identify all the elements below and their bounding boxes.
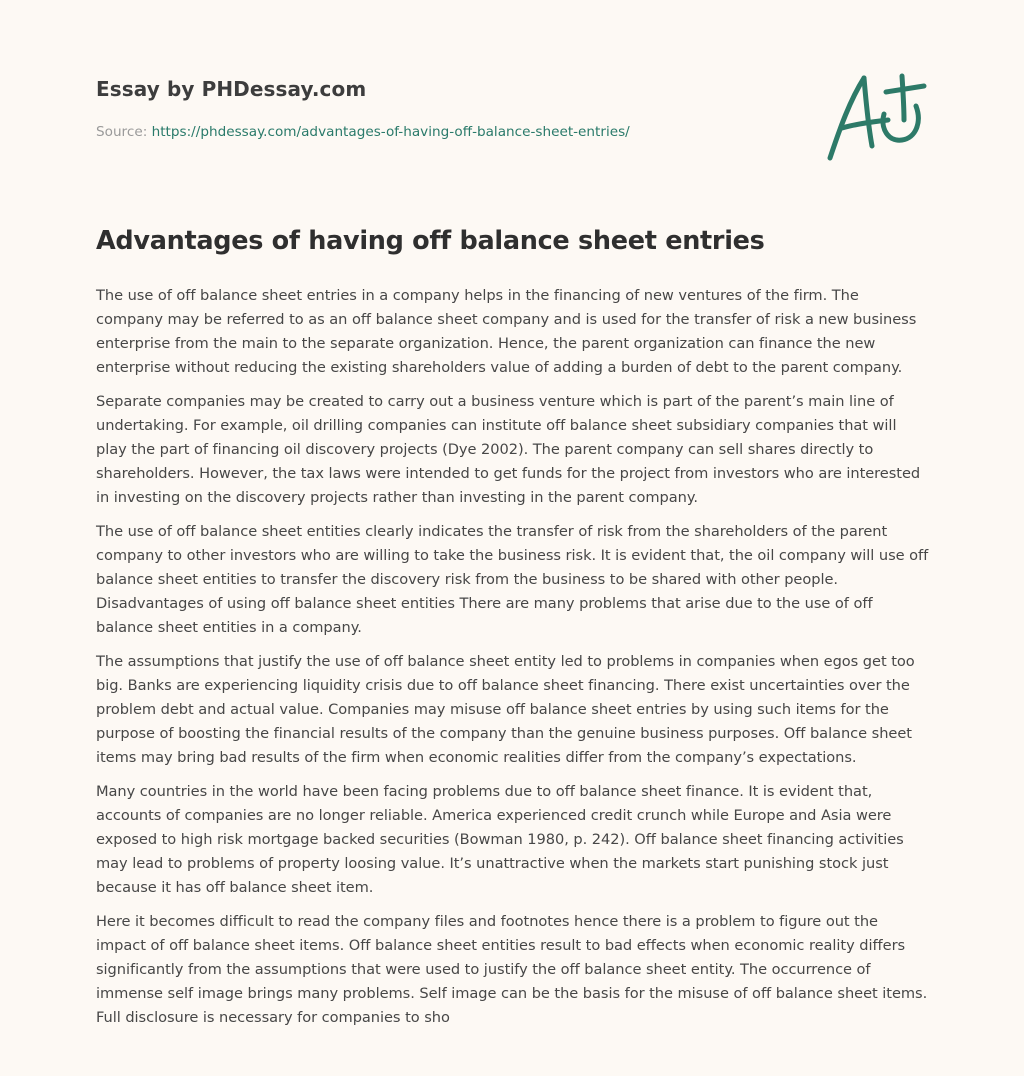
source-label: Source: <box>96 124 148 140</box>
essay-paragraph: Separate companies may be created to carry out a business venture which is part of the parent’s main line of undertaking. For example, oil drilling companies can institute off balance sheet subsidiary companies that will play the part of financing oil discovery projects (Dye 2002). The parent company can sell shares directly to shareholders. However, the tax laws were intended to get funds for the project from investors who are interested in investing on the discovery projects rather than investing in the parent company. <box>96 393 921 506</box>
source-line <box>96 124 630 140</box>
essay-title: Advantages of having off balance sheet entries <box>96 226 765 256</box>
essay-body <box>96 284 930 1040</box>
essay-paragraph: Many countries in the world have been facing problems due to off balance sheet finance. It is evident that, accounts of companies are no longer reliable. America experienced credit crunch while Europe and Asia were exposed to high risk mortgage backed securities (Bowman 1980, p. 242). Off balance sheet financing activities may lead to problems of property loosing value. It’s unattractive when the markets start punishing stock just because it has off balance sheet item. <box>96 783 904 896</box>
essay-paragraph: The assumptions that justify the use of off balance sheet entity led to problems in companies when egos get too big. Banks are experiencing liquidity crisis due to off balance sheet financing. There exist uncertainties over the problem debt and actual value. Companies may misuse off balance sheet entries by using such items for the purpose of boosting the financial results of the company than the genuine business purposes. Off balance sheet items may bring bad results of the firm when economic realities differ from the company’s expectations. <box>96 653 915 766</box>
essay-paragraph: The use of off balance sheet entries in a company helps in the financing of new ventures of the firm. The company may be referred to as an off balance sheet company and is used for the transfer of risk a new business enterprise from the main to the separate organization. Hence, the parent organization can finance the new enterprise without reducing the existing shareholders value of adding a burden of debt to the parent company. <box>96 287 917 376</box>
a-plus-logo-icon <box>818 66 930 166</box>
source-link[interactable]: https://phdessay.com/advantages-of-having-off-balance-sheet-entries/ <box>151 124 630 140</box>
essay-paragraph: Here it becomes difficult to read the company files and footnotes hence there is a problem to figure out the impact of off balance sheet items. Off balance sheet entities result to bad effects when economic reality differs significantly from the assumptions that were used to justify the off balance sheet entity. The occurrence of immense self image brings many problems. Self image can be the basis for the misuse of off balance sheet items. Full disclosure is necessary for companies to sho <box>96 913 928 1026</box>
essay-paragraph: The use of off balance sheet entities clearly indicates the transfer of risk from the shareholders of the parent company to other investors who are willing to take the business risk. It is evident that, the oil company will use off balance sheet entities to transfer the discovery risk from the business to be shared with other people. Disadvantages of using off balance sheet entities There are many problems that arise due to the use of off balance sheet entities in a company. <box>96 523 929 636</box>
site-title: Essay by PHDessay.com <box>96 77 367 101</box>
